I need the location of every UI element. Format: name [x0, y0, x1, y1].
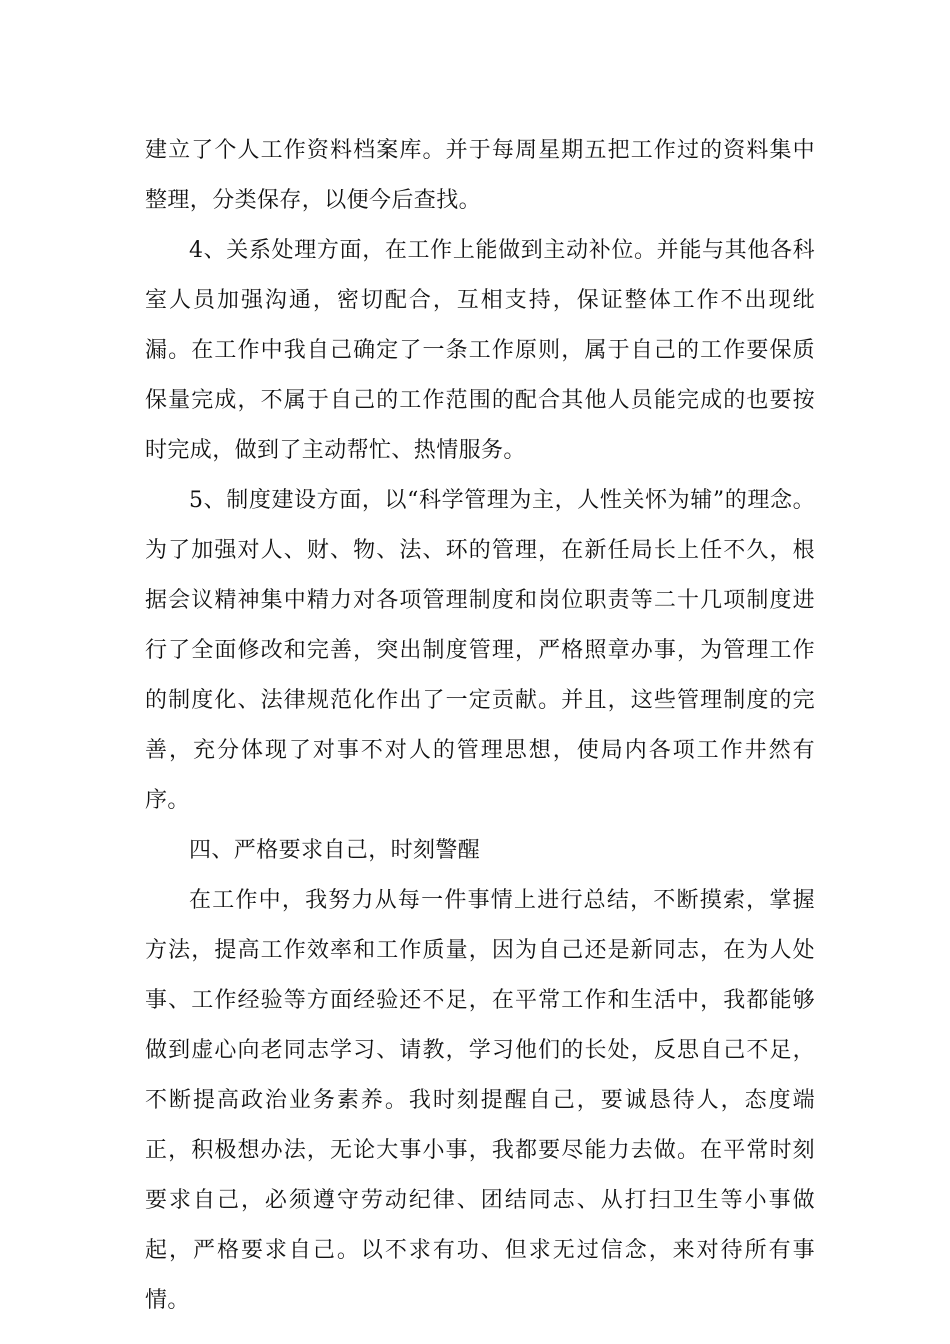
section-heading-strict-self-requirement: 四、严格要求自己，时刻警醒: [189, 838, 481, 863]
document-body: [145, 126, 815, 1326]
paragraph-system-building: 5、制度建设方面，以“科学管理为主，人性关怀为辅”的理念。为了加强对人、财、物、法、环的管理，在新任局长上任不久，根据会议精神集中精力对各项管理制度和岗位职责等二十几项制度进行了全面修改和完善，突出制度管理，严格照章办事，为管理工作的制度化、法律规范化作出了一定贡献。并且，这些管理制度的完善，充分体现了对事不对人的管理思想，使局内各项工作井然有序。: [145, 488, 815, 813]
paragraph-relationship-handling: 4、关系处理方面，在工作上能做到主动补位。并能与其他各科室人员加强沟通，密切配合，互相支持，保证整体工作不出现纰漏。在工作中我自己确定了一条工作原则，属于自己的工作要保质保量完成，不属于自己的工作范围的配合其他人员能完成的也要按时完成，做到了主动帮忙、热情服务。: [145, 238, 815, 463]
paragraph-continuation: 建立了个人工作资料档案库。并于每周星期五把工作过的资料集中整理，分类保存，以便今后查找。: [145, 138, 815, 213]
paragraph-self-improvement: 在工作中，我努力从每一件事情上进行总结，不断摸索，掌握方法，提高工作效率和工作质量，因为自己还是新同志，在为人处事、工作经验等方面经验还不足，在平常工作和生活中，我都能够做到虚心向老同志学习、请教，学习他们的长处，反思自己不足，不断提高政治业务素养。我时刻提醒自己，要诚恳待人，态度端正，积极想办法，无论大事小事，我都要尽能力去做。在平常时刻要求自己，必须遵守劳动纪律、团结同志、从打扫卫生等小事做起，严格要求自己。以不求有功、但求无过信念，来对待所有事情。: [145, 888, 815, 1313]
